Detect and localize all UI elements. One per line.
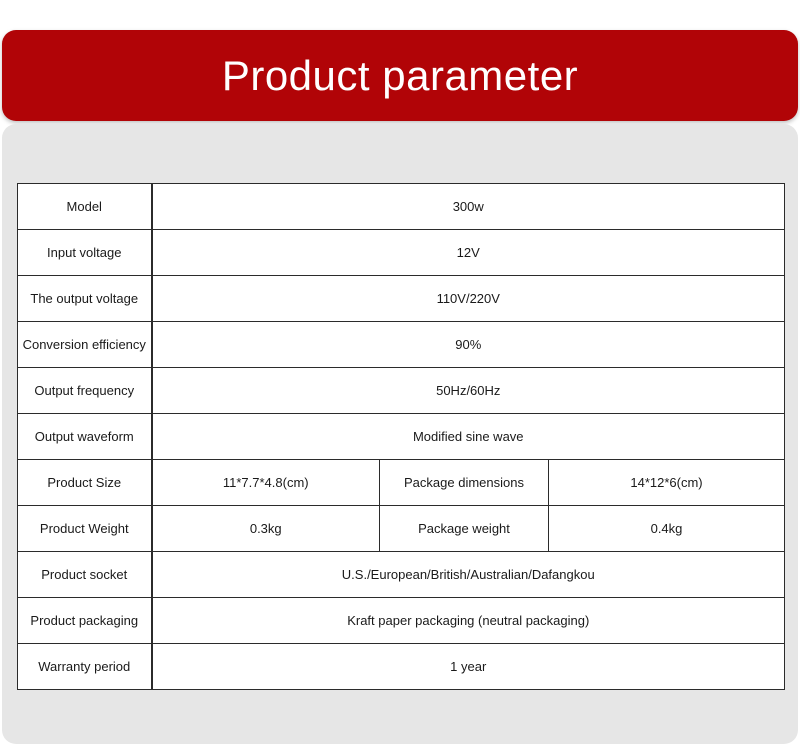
table-row (18, 460, 785, 506)
spec-value-product-socket: U.S./European/British/Australian/Dafangkou (152, 552, 785, 598)
spec-label-product-packaging: Product packaging (18, 598, 152, 644)
table-row (18, 322, 785, 368)
spec-label-model: Model (18, 184, 152, 230)
spec-label-package-dimensions: Package dimensions (380, 460, 549, 506)
spec-label-input-voltage: Input voltage (18, 230, 152, 276)
spec-value-conversion-efficiency: 90% (152, 322, 785, 368)
table-row (18, 598, 785, 644)
table-row (18, 230, 785, 276)
spec-value-input-voltage: 12V (152, 230, 785, 276)
spec-value-product-size: 11*7.7*4.8(cm) (152, 460, 380, 506)
spec-label-output-waveform: Output waveform (18, 414, 152, 460)
table-row (18, 644, 785, 690)
spec-value-product-packaging: Kraft paper packaging (neutral packaging) (152, 598, 785, 644)
spec-value-model: 300w (152, 184, 785, 230)
spec-table (17, 183, 785, 690)
spec-value-product-weight: 0.3kg (152, 506, 380, 552)
spec-label-output-voltage: The output voltage (18, 276, 152, 322)
spec-value-output-voltage: 110V/220V (152, 276, 785, 322)
header-banner (2, 30, 798, 121)
spec-label-product-weight: Product Weight (18, 506, 152, 552)
spec-value-output-frequency: 50Hz/60Hz (152, 368, 785, 414)
spec-value-package-weight: 0.4kg (549, 506, 785, 552)
page-title: Product parameter (221, 51, 579, 99)
spec-label-product-socket: Product socket (18, 552, 152, 598)
spec-label-warranty-period: Warranty period (18, 644, 152, 690)
spec-label-product-size: Product Size (18, 460, 152, 506)
spec-label-package-weight: Package weight (380, 506, 549, 552)
table-row (18, 552, 785, 598)
spec-label-conversion-efficiency: Conversion efficiency (18, 322, 152, 368)
table-row (18, 368, 785, 414)
table-row (18, 414, 785, 460)
spec-label-output-frequency: Output frequency (18, 368, 152, 414)
table-row (18, 276, 785, 322)
spec-value-output-waveform: Modified sine wave (152, 414, 785, 460)
table-row (18, 506, 785, 552)
table-row (18, 184, 785, 230)
spec-value-warranty-period: 1 year (152, 644, 785, 690)
spec-value-package-dimensions: 14*12*6(cm) (549, 460, 785, 506)
